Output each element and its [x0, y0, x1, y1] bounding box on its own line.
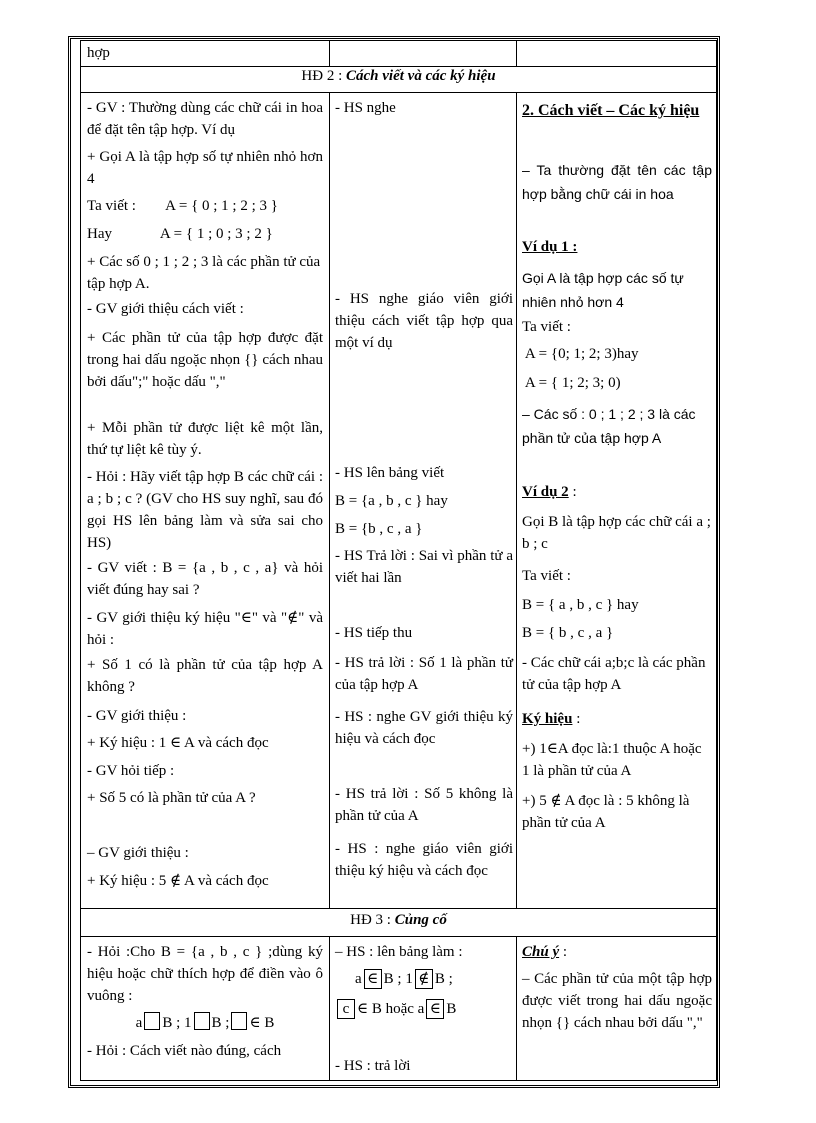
col2-item: - HS tiếp thu [335, 625, 413, 641]
col1-item: Ta viết : A = { 0 ; 1 ; 2 ; 3 } [87, 198, 278, 214]
line-part: a [355, 971, 362, 987]
col1-item: + Các phần tử của tập hợp được đặt trong hai dấu ngoặc nhọn {} cách nhau bởi dấu";" hoặc dấu "," [87, 330, 323, 390]
hd3-title: Củng cố [394, 912, 447, 928]
col1-item: - GV hỏi tiếp : [87, 763, 175, 779]
col2-item: - HS : nghe GV giới thiệu ký hiệu và cách đọc [335, 709, 513, 747]
column-divider [516, 40, 517, 66]
example2-write: Ta viết : [522, 568, 571, 584]
filled-box: c [337, 999, 355, 1019]
col1-item: – GV giới thiệu : [87, 845, 189, 861]
col2-item: - HS lên bảng viết [335, 465, 445, 481]
r3c1-question1: - Hỏi :Cho B = {a , b , c } ;dùng ký hiệu hoặc chữ thích hợp để điền vào ô vuông : [87, 944, 323, 1004]
example2-colon: : [568, 484, 577, 500]
r3c2-line2 [335, 998, 513, 1020]
example1-set-a: A = {0; 1; 2; 3)hay [522, 346, 639, 362]
filled-box: ∈ [426, 999, 444, 1019]
col2-item: B = {a , b , c } hay [335, 493, 448, 509]
line-part: B ; 1 [383, 971, 413, 987]
answer-box [144, 1012, 160, 1030]
expr-part: a [135, 1015, 143, 1031]
row0-col1: hợp [87, 45, 110, 61]
col2-item: - HS Trả lời : Sai vì phần tử a viết hai lần [335, 548, 513, 586]
r3c2-line1 [335, 968, 513, 990]
symbol-2: +) 5 ∉ A đọc là : 5 không là phần tử của A [522, 793, 690, 831]
table-border-top [80, 40, 717, 41]
col1-item: + Ký hiệu : 1 ∈ A và cách đọc [87, 735, 269, 751]
table-border-bottom [80, 1080, 717, 1081]
col1-item: + Ký hiệu : 5 ∉ A và cách đọc [87, 873, 269, 889]
col1-item: - GV giới thiệu cách viết : [87, 301, 244, 317]
col1-item: - GV giới thiệu ký hiệu "∈" và "∉" và hỏi : [87, 610, 323, 648]
example2-note: - Các chữ cái a;b;c là các phần tử của tập hợp A [522, 655, 706, 693]
hd2-label: HĐ 2 : [301, 68, 343, 84]
row-divider [80, 66, 717, 67]
col1-item: + Các số 0 ; 1 ; 2 ; 3 là các phần tử của tập hợp A. [87, 254, 321, 292]
r3c2-answer1: – HS : lên bảng làm : [335, 944, 463, 960]
col1-item: + Gọi A là tập hợp số tự nhiên nhỏ hơn 4 [87, 149, 323, 187]
col2-item: - HS trả lời : Số 1 là phần tử của tập hợp A [335, 655, 513, 693]
example1-text: Gọi A là tập hợp các số tự nhiên nhỏ hơn 4 [522, 270, 684, 310]
example1-title-text: Ví dụ 1 : [522, 239, 578, 255]
answer-box [231, 1012, 247, 1030]
col1-item: - GV giới thiệu : [87, 708, 187, 724]
col2-item: - HS nghe giáo viên giới thiệu cách viết tập hợp qua một ví dụ [335, 291, 513, 351]
example1-note: – Các số : 0 ; 1 ; 2 ; 3 là các phần tử của tập hợp A [522, 406, 696, 446]
example1-write: Ta viết : [522, 319, 571, 335]
hd3-header [80, 912, 717, 929]
hd2-header [80, 68, 717, 85]
note-text: – Các phần tử của một tập hợp được viết trong hai dấu ngoặc nhọn {} cách nhau bởi dấu "," [522, 971, 712, 1031]
example2-set-a: B = { a , b , c } hay [522, 597, 639, 613]
symbol-1: +) 1∈A đọc là:1 thuộc A hoặc 1 là phần tử của A [522, 741, 702, 779]
col2-item: - HS nghe [335, 100, 396, 116]
col1-item: - GV : Thường dùng các chữ cái in hoa để đặt tên tập hợp. Ví dụ [87, 100, 323, 138]
row-divider [80, 936, 717, 937]
hd3-label: HĐ 3 : [350, 912, 391, 928]
example2-text: Gọi B là tập hợp các chữ cái a ; b ; c [522, 514, 711, 552]
expr-part: B ; 1 [162, 1015, 192, 1031]
example1-set-b: A = { 1; 2; 3; 0) [522, 375, 621, 391]
line-part: ∈ B hoặc a [357, 1001, 425, 1017]
column-divider [516, 92, 517, 908]
section-heading: 2. Cách viết – Các ký hiệu [522, 102, 700, 119]
column-divider [329, 40, 330, 66]
note-colon: : [559, 944, 568, 960]
example2-title [522, 481, 712, 503]
column-divider [329, 936, 330, 1080]
line-part: B [446, 1001, 457, 1017]
col1-item: + Số 1 có là phần tử của tập hợp A không ? [87, 657, 323, 695]
note-title-text: Chú ý [522, 944, 560, 960]
hd2-title: Cách viết và các ký hiệu [346, 68, 496, 84]
answer-box [194, 1012, 210, 1030]
expr-part: ∈ B [249, 1015, 275, 1031]
symbol-colon: : [572, 711, 581, 727]
col2-item: - HS : nghe giáo viên giới thiệu ký hiệu và cách đọc [335, 841, 513, 879]
col2-item: B = {b , c , a } [335, 521, 423, 537]
r3c2-answer2: - HS : trả lời [335, 1058, 411, 1074]
note-title [522, 941, 712, 963]
col2-item: - HS trả lời : Số 5 không là phần tử của A [335, 786, 513, 824]
col1-item: + Mỗi phần tử được liệt kê một lần, thứ tự liệt kê tùy ý. [87, 420, 323, 458]
col1-item: - GV viết : B = {a , b , c , a} và hỏi viết đúng hay sai ? [87, 560, 323, 598]
line-part: B ; [434, 971, 453, 987]
column-divider [329, 92, 330, 908]
col3-intro: – Ta thường đặt tên các tập hợp bằng chữ cái in hoa [522, 162, 712, 202]
r3c1-expression [87, 1012, 323, 1034]
expr-part: B ; [211, 1015, 230, 1031]
col1-item: - Hỏi : Hãy viết tập hợp B các chữ cái : a ; b ; c ? (GV cho HS suy nghĩ, sau đó gọi HS lên bảng làm và sửa sai cho HS) [87, 469, 323, 551]
filled-box: ∈ [364, 969, 382, 989]
r3c1-question2: - Hỏi : Cách viết nào đúng, cách [87, 1043, 282, 1059]
symbol-title-text: Ký hiệu [522, 711, 573, 727]
column-divider [516, 936, 517, 1080]
example1-title [522, 236, 712, 258]
row-divider [80, 92, 717, 93]
example2-set-b: B = { b , c , a } [522, 625, 614, 641]
col1-item: Hay A = { 1 ; 0 ; 3 ; 2 } [87, 226, 273, 242]
symbol-title [522, 708, 712, 730]
col1-item: + Số 5 có là phần tử của A ? [87, 790, 256, 806]
row-divider [80, 908, 717, 909]
filled-box: ∉ [415, 969, 433, 989]
example2-title-text: Ví dụ 2 [522, 484, 569, 500]
